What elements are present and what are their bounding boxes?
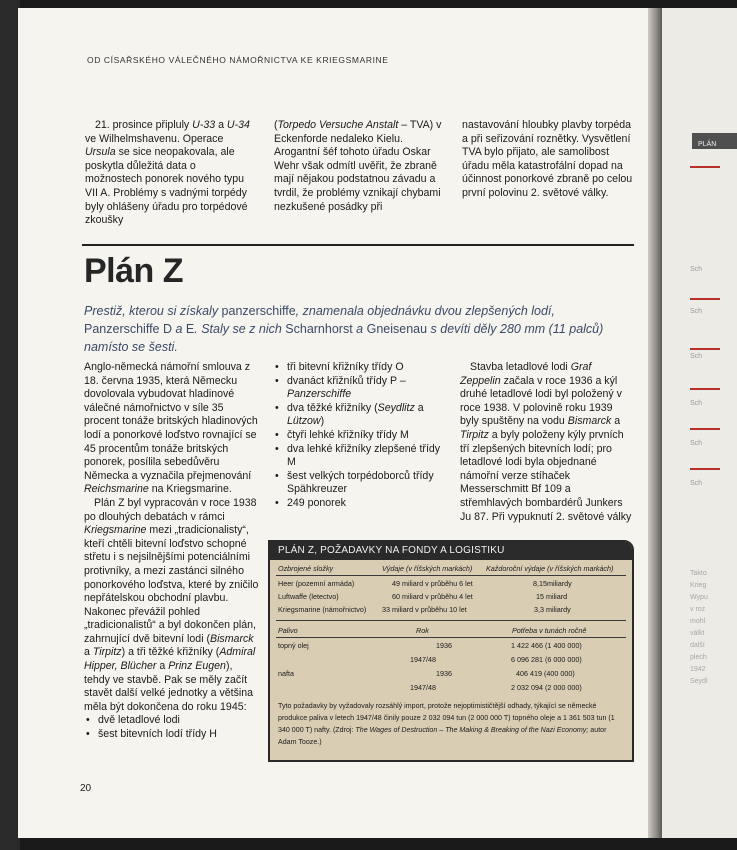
- top-col1-text: 21. prosince připluly U-33 a U-34 ve Wilhelmshavenu. Operace Ursula se sice neopakovala, ale poskytla důležitá data o možnostech ponorek nového typu VII A. Problémy s vadnými torpédy byly ohlášeny úřadu pro torpédové zkoušky: [85, 119, 250, 227]
- next-page-word: Sch: [690, 480, 703, 487]
- main-col1-bullets: [84, 714, 260, 741]
- next-page-word: Sch: [690, 308, 703, 315]
- next-page-fragment: Seydl: [690, 678, 708, 685]
- main-col2-bullets: [273, 361, 445, 511]
- table-cell: 1936: [436, 669, 452, 678]
- table-header-cell: Každoroční výdaje (v říšských markách): [486, 564, 614, 573]
- top-col2-text: (Torpedo Versuche Anstalt – TVA) v Eckenforde nedaleko Kielu. Arogantní šéf tohoto úřadu Oskar Wehr však odmítl uvěřit, že zbraně mají nějakou podstatnou závadu a tvrdil, že problémy vznikají chybami nezkušené posádky při: [274, 119, 442, 213]
- main-col1-paragraph-2: Plán Z byl vypracován v roce 1938 po dlouhých debatách v rámci Kriegsmarine mezi „tradicionalisty“, kteří chtěli bitevní loďstvo schopné střetu i s nejsilnějšími potenciálními protivníky, a mezi zastánci silného ponorkového loďstva, které by zničilo nepřátelskou obchodní plavbu. Nakonec převážil pohled „tradicionalistů“ a byl dokončen plán, zahrnující dvě bitevní lodi (Bismarck a Tirpitz) a tři těžké křižníky (Admiral Hipper, Blücher a Prinz Eugen), tehdy ve stavbě. Pak se měly začít stavět další velké jednotky a většina měla být dokončena do roku 1945:: [84, 496, 259, 713]
- section-title: Plán Z: [84, 252, 184, 290]
- next-page-fragments: [690, 568, 730, 688]
- table-cell: 49 miliard v průběhu 6 let: [392, 579, 473, 588]
- table-cell: nafta: [278, 669, 294, 678]
- top-col3-text: nastavování hloubky plavby torpéda a při seřizování roznětky. Vysvětlení TVA bylo přijato, ale samolibost úřadu měla katastrofální dopad na účinnost ponorkové zbraně po celou první polovinu 2. světové války.: [462, 119, 633, 199]
- next-page-fragment: v roz: [690, 606, 706, 613]
- table-cell: 33 miliard v průběhu 10 let: [382, 605, 467, 614]
- section-lead: Prestiž, kterou si získaly panzerschiffe, znamenala objednávku dvou zlepšených lodí, Panzerschiffe D a E. Staly se z nich Scharnhorst a Gneisenau s devíti děly 280 mm (11 palců) namísto se šesti.: [84, 304, 604, 354]
- table-divider: [276, 575, 626, 576]
- table-cell: 1947/48: [410, 683, 436, 692]
- data-table: [268, 540, 634, 762]
- main-column-3: [460, 361, 632, 524]
- table-header-cell: Ozbrojené složky: [278, 564, 334, 573]
- top-column-2: [274, 119, 444, 214]
- next-page-fragment: Takto: [690, 570, 707, 577]
- table-cell: 1947/48: [410, 655, 436, 664]
- table-cell: Heer (pozemní armáda): [278, 579, 355, 588]
- table-header-cell: Potřeba v tunách ročně: [512, 626, 587, 635]
- next-page-fragment: mohl: [690, 618, 706, 625]
- table-cell: 6 096 281 (6 000 000): [511, 655, 582, 664]
- main-col1-paragraph-1: Anglo-německá námořní smlouva z 18. června 1935, která Německu dovolovala vybudovat hladinové válečné námořnictvo v síle 35 procent tonáže britských hladinových lodí a ponorkové loďstvo rovnající se 45 procentům tonáže britských ponorek, posílila sebedůvěru Německa a vyznačila přejmenování Reichsmarine na Kriegsmarine.: [84, 361, 258, 496]
- table-cell: 1 422 466 (1 400 000): [511, 641, 582, 650]
- table-cell: 406 419 (400 000): [516, 669, 575, 678]
- bullet-item: • šest velkých torpédoborců třídy Spähkreuzer: [273, 470, 445, 497]
- next-page-fragment: další: [690, 642, 705, 649]
- next-page-word: Sch: [690, 400, 703, 407]
- next-page-word: Sch: [690, 266, 703, 273]
- table-note: Tyto požadavky by vyžadovaly rozsáhlý import, protože nejoptimističtější odhady, týkající se německé produkce paliva v letech 1947/48 činily pouze 2 032 094 tun (2 000 000 T) topného oleje a 1 361 503 tun (1 340 000 T) nafty. (Zdroj: The Wages of Destruction – The Making & Breaking of the Nazi Economy; autor Adam Tooze.): [278, 702, 615, 746]
- next-page-red-mark: [690, 348, 720, 350]
- section-rule: [82, 244, 634, 246]
- next-page-red-mark: [690, 468, 720, 470]
- table-header-cell: Palivo: [278, 626, 298, 635]
- next-page-red-mark: [690, 298, 720, 300]
- next-page-word: Sch: [690, 440, 703, 447]
- bullet-item: • dva lehké křižníky zlepšené třídy M: [273, 443, 445, 470]
- running-head: OD CÍSAŘSKÉHO VÁLEČNÉHO NÁMOŘNICTVA KE KRIEGSMARINE: [87, 55, 389, 65]
- background-left-edge: [0, 0, 20, 850]
- next-page-fragment: plech: [690, 654, 707, 661]
- book-page: [18, 8, 650, 838]
- table-header-cell: Rok: [416, 626, 429, 635]
- next-page-word: Sch: [690, 353, 703, 360]
- table-divider: [276, 637, 626, 638]
- next-page-fragment: Wypu: [690, 594, 708, 601]
- next-page-red-mark: [690, 166, 720, 168]
- table-cell: 8,15miliardy: [533, 579, 572, 588]
- bullet-item: • čtyři lehké křižníky třídy M: [273, 429, 445, 443]
- table-cell: 3,3 miliardy: [534, 605, 571, 614]
- table-cell: topný olej: [278, 641, 309, 650]
- table-title-text: PLÁN Z, POŽADAVKY NA FONDY A LOGISTIKU: [278, 545, 505, 556]
- next-page-fragment: Krieg: [690, 582, 707, 589]
- bullet-item: • 249 ponorek: [273, 497, 445, 511]
- next-page-fragment: válkt: [690, 630, 705, 637]
- table-divider: [276, 620, 626, 621]
- page-number: 20: [80, 783, 92, 794]
- table-cell: 60 miliard v průběhu 4 let: [392, 592, 473, 601]
- top-column-1: [85, 119, 255, 228]
- bullet-item: • tři bitevní křižníky třídy O: [273, 361, 445, 375]
- next-page-bar-text: PLÁN: [698, 141, 717, 148]
- next-page-fragment: 1942: [690, 666, 706, 673]
- next-page-bar: [692, 133, 737, 149]
- bullet-item: • šest bitevních lodí třídy H: [84, 728, 260, 742]
- top-column-3: [462, 119, 634, 201]
- table-cell: 1936: [436, 641, 452, 650]
- bullet-item: • dva těžké křižníky (Seydlitz a Lützow): [273, 402, 445, 429]
- main-col3-text: Stavba letadlové lodi Graf Zeppelin začala v roce 1936 a kýl druhé letadlové lodi byl položený v roce 1938. V polovině roku 1939 byly spuštěny na vodu Bismarck a Tirpitz a byly položeny kýly prvních tří zlepšených bitevních lodí; pro letadlové lodi byla objednané námořní verze stíhaček Messerschmitt Bf 109 a střemhlavých bombardérů Junkers Ju 87. Při vypuknutí 2. světové války: [460, 361, 632, 523]
- table-cell: 2 032 094 (2 000 000): [511, 683, 582, 692]
- main-column-1: [84, 361, 260, 742]
- table-cell: Kriegsmarine (námořnictvo): [278, 605, 367, 614]
- bullet-item: • dvě letadlové lodi: [84, 714, 260, 728]
- table-header-cell: Výdaje (v říšských markách): [382, 564, 473, 573]
- table-title: [270, 542, 632, 560]
- next-page-edge: [662, 8, 737, 838]
- table-cell: Luftwaffe (letectvo): [278, 592, 339, 601]
- table-cell: 15 miliard: [536, 592, 568, 601]
- next-page-red-mark: [690, 388, 720, 390]
- book-gutter: [648, 8, 662, 838]
- bullet-item: • dvanáct křižníků třídy P – Panzerschiffe: [273, 375, 445, 402]
- main-column-2: [273, 361, 445, 511]
- next-page-red-mark: [690, 428, 720, 430]
